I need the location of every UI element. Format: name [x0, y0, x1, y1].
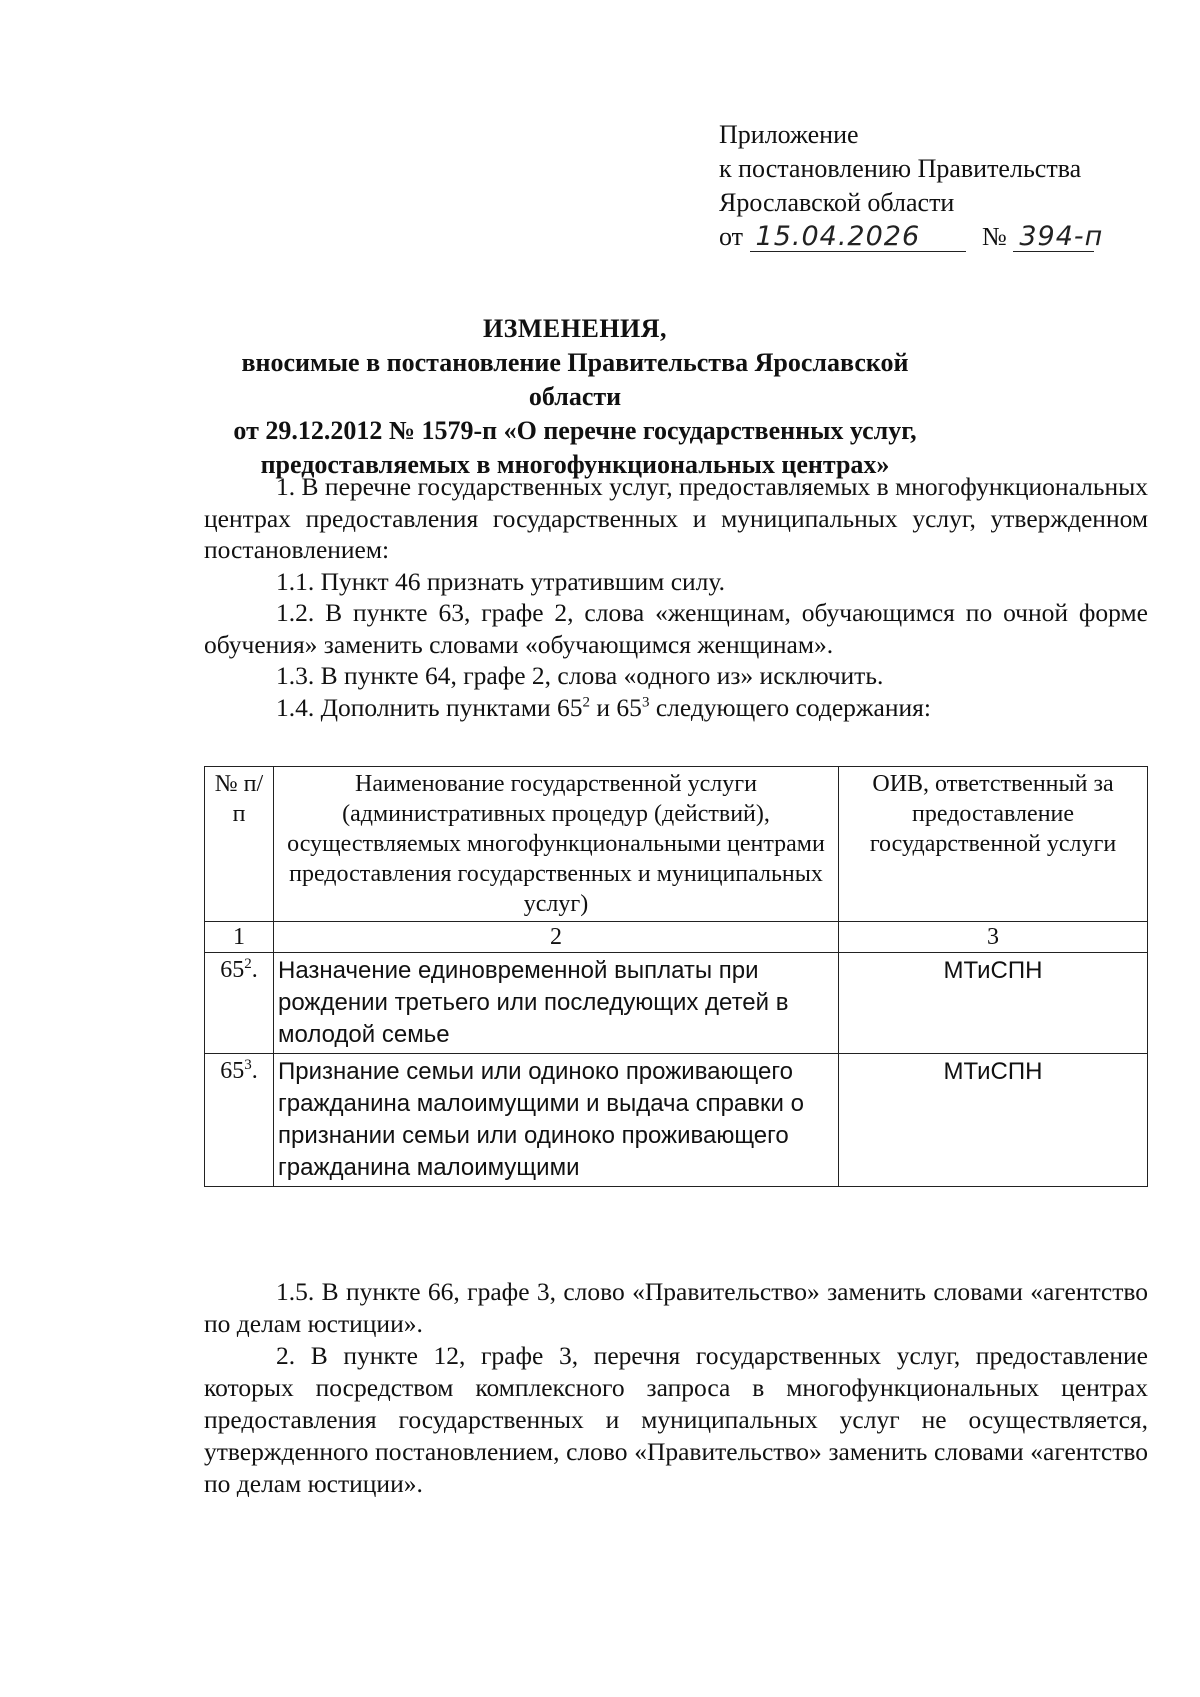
title-line-4: предоставляемых в многофункциональных центрах» — [260, 450, 890, 479]
header-service-name: Наименование государственной услуги (административных процедур (действий), осуществляемых многофункциональными центрами предоставления государственных и муниципальных услуг) — [274, 767, 839, 922]
appendix-line-3: Ярославской области — [719, 188, 955, 217]
document-title — [200, 312, 950, 482]
column-number-3: 3 — [839, 922, 1148, 953]
handwritten-number: 394-п — [1013, 223, 1094, 252]
paragraph-1-4 — [204, 692, 1148, 724]
row-service-name: Назначение единовременной выплаты при рождении третьего или последующих детей в молодой семье — [274, 953, 839, 1054]
body-text-top — [204, 471, 1148, 723]
paragraph-1-2: 1.2. В пункте 63, графе 2, слова «женщинам, обучающимся по очной форме обучения» заменить словами «обучающимся женщинам». — [204, 598, 1148, 659]
appendix-block — [719, 118, 1179, 254]
p1-4-sup-2: 3 — [641, 694, 650, 710]
date-prefix: от — [719, 222, 744, 251]
paragraph-1: 1. В перечне государственных услуг, предоставляемых в многофункциональных центрах предоставления государственных и муниципальных услуг, утвержденном постановлением: — [204, 472, 1148, 564]
row-responsible-body: МТиСПН — [839, 1054, 1148, 1187]
p1-4-pre: 1.4. Дополнить пунктами 65 — [276, 692, 583, 722]
paragraph-1-5: 1.5. В пункте 66, графе 3, слово «Правительство» заменить словами «агентство по делам юстиции». — [204, 1277, 1148, 1338]
handwritten-date: 15.04.2026 — [750, 223, 966, 252]
row-number: $65^3$. — [205, 1054, 274, 1187]
title-line-2: вносимые в постановление Правительства Ярославской области — [241, 348, 909, 411]
appendix-line-1: Приложение — [719, 120, 859, 149]
number-prefix: № — [982, 222, 1007, 251]
row-responsible-body: МТиСПН — [839, 953, 1148, 1054]
p1-4-sup-1: 2 — [582, 694, 591, 710]
body-text-bottom — [204, 1276, 1148, 1500]
title-line-3: от 29.12.2012 № 1579-п «О перечне государственных услуг, — [233, 416, 917, 445]
title-line-1: ИЗМЕНЕНИЯ, — [482, 314, 668, 343]
paragraph-2: 2. В пункте 12, графе 3, перечня государственных услуг, предоставление которых посредством комплексного запроса в многофункциональных центрах предоставления государственных и муниципальных услуг не осуществляется, утвержденного постановлением, слово «Правительство» заменить словами «агентство по делам юстиции». — [204, 1341, 1148, 1498]
table-row — [205, 1054, 1148, 1187]
appendix-line-2: к постановлению Правительства — [719, 154, 1082, 183]
header-number: № п/п — [205, 767, 274, 922]
table-column-number-row — [205, 922, 1148, 953]
row-service-name: Признание семьи или одиноко проживающего гражданина малоимущими и выдача справки о признании семьи или одиноко проживающего гражданина малоимущими — [274, 1054, 839, 1187]
p1-4-post: следующего содержания: — [649, 692, 931, 722]
column-number-2: 2 — [274, 922, 839, 953]
table-row — [205, 953, 1148, 1054]
paragraph-1-3: 1.3. В пункте 64, графе 2, слова «одного из» исключить. — [276, 661, 884, 690]
column-number-1: 1 — [205, 922, 274, 953]
services-table — [204, 766, 1148, 1187]
appendix-date-number-row — [719, 220, 1179, 254]
header-responsible-body: ОИВ, ответственный за предоставление государственной услуги — [839, 767, 1148, 922]
p1-4-mid: и 65 — [590, 692, 642, 722]
table-header-row — [205, 767, 1148, 922]
paragraph-1-1: 1.1. Пункт 46 признать утратившим силу. — [276, 566, 725, 596]
row-number: $65^2$. — [205, 953, 274, 1054]
